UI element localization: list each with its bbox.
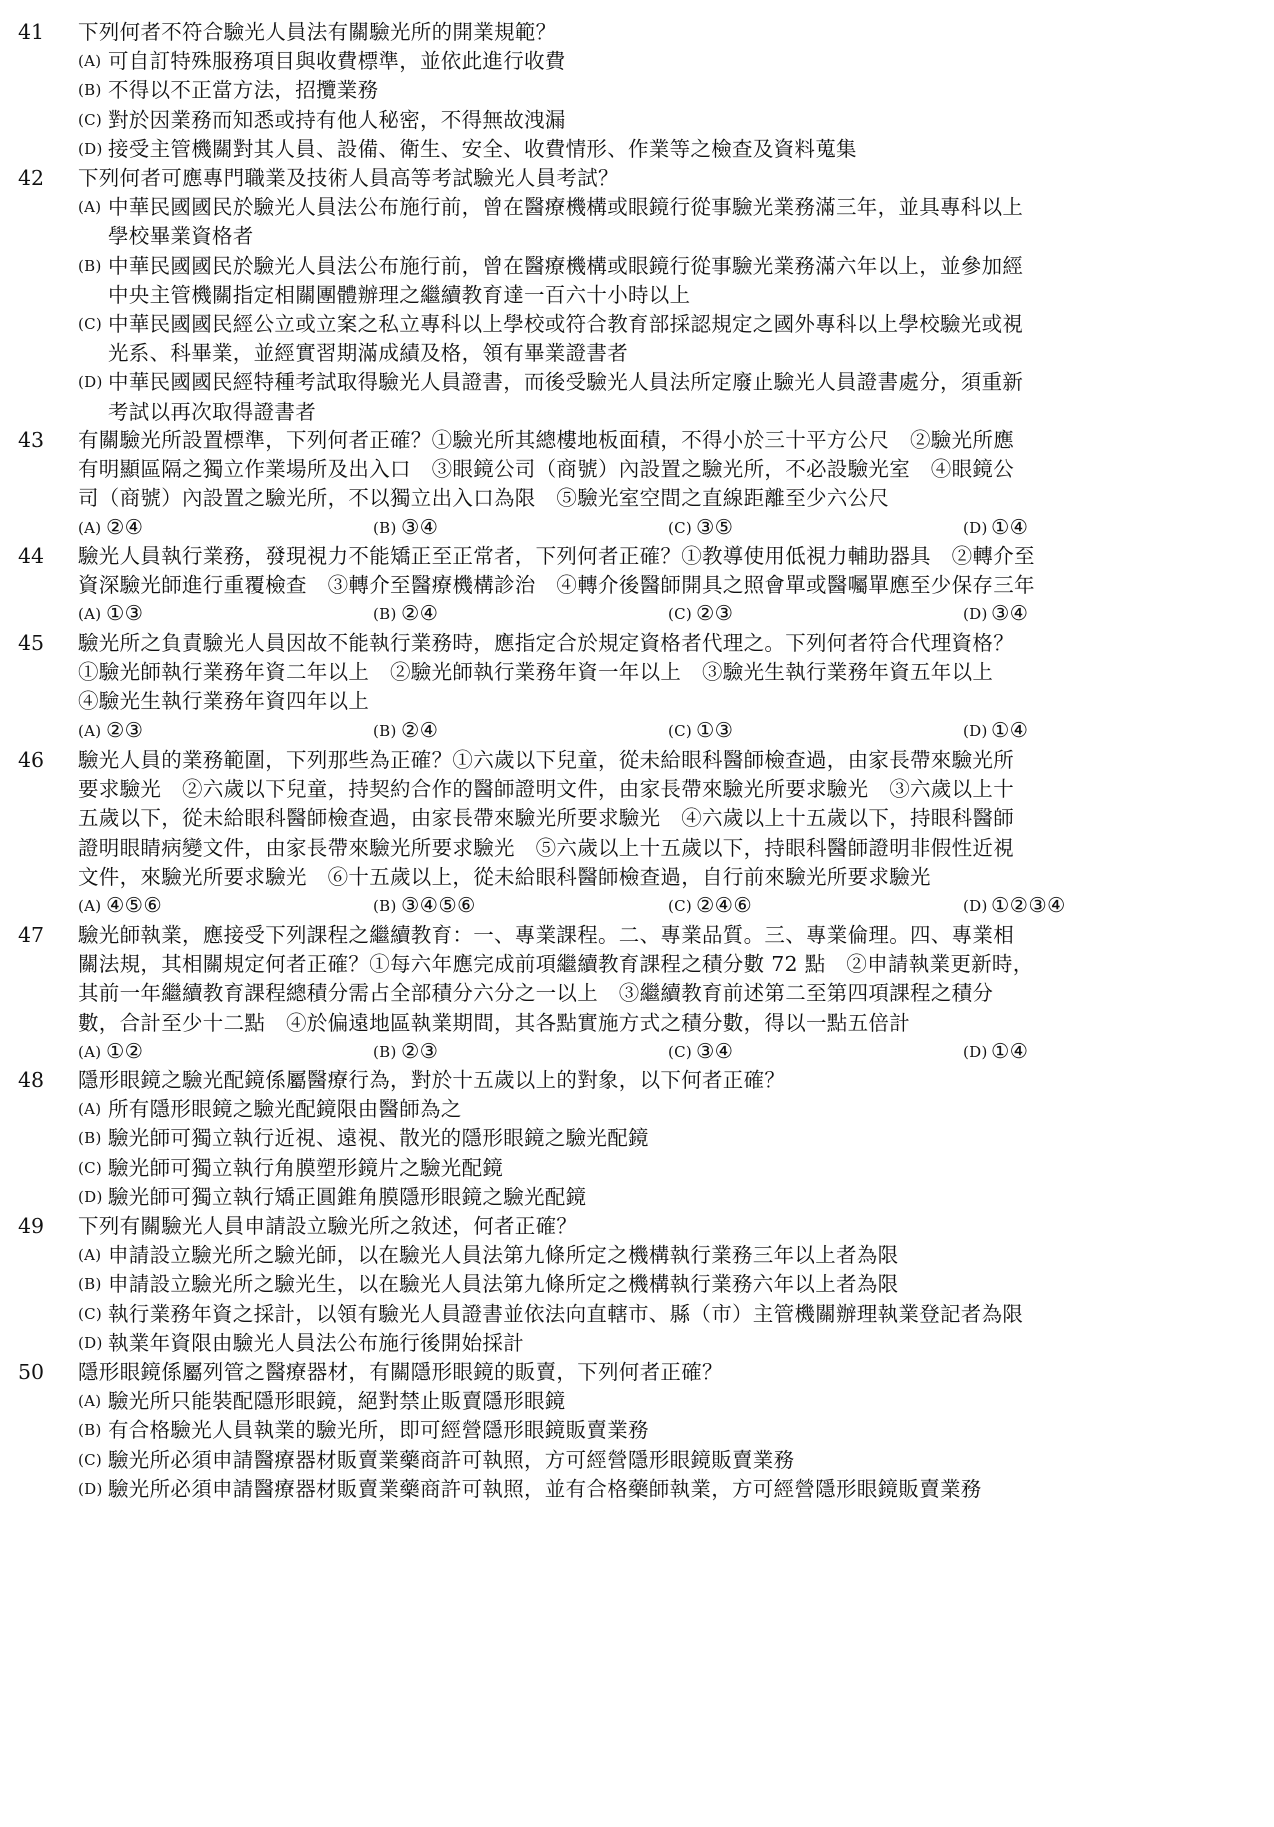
- option-b: (B) 驗光師可獨立執行近視、遠視、散光的隱形眼鏡之驗光配鏡: [78, 1126, 649, 1151]
- choice-b: (B) ②④: [373, 601, 439, 626]
- choice-a: (A) ①②: [78, 1038, 144, 1063]
- question-stem: 有關驗光所設置標準，下列何者正確？①驗光所其總樓地板面積，不得小於三十平方公尺 ②驗光所應 有明顯區隔之獨立作業場所及出入口 ③眼鏡公司（商號）內設置之驗光所，不必設驗光室 ④眼鏡公 司（商號）內設置之驗光所，不以獨立出入口為限 ⑤驗光室空間之直線距離至少六公尺 (A) ②④ (B) ③④ (C) ③⑤ (D) ①④: [78, 426, 1258, 541]
- choice-b: (B) ②③: [373, 1038, 439, 1063]
- option-d: (D) 中華民國國民經特種考試取得驗光人員證書，而後受驗光人員法所定廢止驗光人員證書處分，須重新 考試以再次取得證書者: [78, 370, 1024, 424]
- choice-c: (C) ①③: [668, 717, 734, 742]
- choice-d: (D) ③④: [963, 601, 1029, 626]
- choice-a: (A) ②③: [78, 717, 144, 742]
- question-stem: 下列何者可應專門職業及技術人員高等考試驗光人員考試？ (A) 中華民國國民於驗光人員法公布施行前，曾在醫療機構或眼鏡行從事驗光業務滿三年，並具專科以上 學校畢業資格者 (B) 中華民國國民於驗光人員法公布施行前，曾在醫療機構或眼鏡行從事驗光業務滿六年以上，並參加經 中央主管機關指定相關團體辦理之繼續教育達一百六十小時以上 (C) 中華民國國民經公立或立案之私立專科以上學校或符合教育部採認規定之國外專科以上學校驗光或視 光系、科畢業，並經實習期滿成績及格，領有畢業證書者 (D) 中華民國國民經特種考試取得驗光人員證書，而後受驗光人員法所定廢止驗光人員證書處分，須重新 考試以再次取得證書者: [78, 164, 1258, 427]
- option-a: (A) 申請設立驗光所之驗光師，以在驗光人員法第九條所定之機構執行業務三年以上者為限: [78, 1243, 899, 1268]
- option-a: (A) 所有隱形眼鏡之驗光配鏡限由醫師為之: [78, 1097, 462, 1122]
- question-number: 41: [18, 20, 45, 44]
- choice-a: (A) ④⑤⑥: [78, 893, 163, 918]
- question-number: 42: [18, 166, 45, 190]
- question-number: 49: [18, 1214, 45, 1238]
- question-number: 48: [18, 1068, 45, 1092]
- question-number: 45: [18, 631, 45, 655]
- option-d: (D) 接受主管機關對其人員、設備、衛生、安全、收費情形、作業等之檢查及資料蒐集: [78, 136, 857, 161]
- option-b: (B) 中華民國國民於驗光人員法公布施行前，曾在醫療機構或眼鏡行從事驗光業務滿六年以上，並參加經 中央主管機關指定相關團體辦理之繼續教育達一百六十小時以上: [78, 253, 1024, 307]
- question-stem: 隱形眼鏡之驗光配鏡係屬醫療行為，對於十五歲以上的對象，以下何者正確？ (A) 所有隱形眼鏡之驗光配鏡限由醫師為之 (B) 驗光師可獨立執行近視、遠視、散光的隱形眼鏡之驗光配鏡 (C) 驗光師可獨立執行角膜塑形鏡片之驗光配鏡 (D) 驗光師可獨立執行矯正圓錐角膜隱形眼鏡之驗光配鏡: [78, 1066, 1258, 1212]
- option-c: (C) 中華民國國民經公立或立案之私立專科以上學校或符合教育部採認規定之國外專科以上學校驗光或視 光系、科畢業，並經實習期滿成績及格，領有畢業證書者: [78, 312, 1024, 366]
- option-d: (D) 驗光師可獨立執行矯正圓錐角膜隱形眼鏡之驗光配鏡: [78, 1184, 587, 1209]
- choice-c: (C) ③④: [668, 1038, 734, 1063]
- choice-b: (B) ③④⑤⑥: [373, 893, 476, 918]
- option-a: (A) 中華民國國民於驗光人員法公布施行前，曾在醫療機構或眼鏡行從事驗光業務滿三年，並具專科以上 學校畢業資格者: [78, 195, 1024, 249]
- option-a: (A) 驗光所只能裝配隱形眼鏡，絕對禁止販賣隱形眼鏡: [78, 1389, 566, 1414]
- choice-c: (C) ②③: [668, 601, 734, 626]
- question-number: 47: [18, 923, 45, 947]
- question-stem: 驗光所之負責驗光人員因故不能執行業務時，應指定合於規定資格者代理之。下列何者符合代理資格？ ①驗光師執行業務年資二年以上 ②驗光師執行業務年資一年以上 ③驗光生執行業務年資五年以上 ④驗光生執行業務年資四年以上 (A) ②③ (B) ②④ (C) ①③ (D) ①④: [78, 629, 1258, 744]
- choice-row: [78, 600, 1258, 627]
- choice-a: (A) ②④: [78, 514, 144, 539]
- option-c: (C) 對於因業務而知悉或持有他人秘密，不得無故洩漏: [78, 107, 566, 132]
- option-a: (A) 可自訂特殊服務項目與收費標準，並依此進行收費: [78, 49, 566, 74]
- choice-row: [78, 892, 1258, 919]
- option-c: (C) 驗光師可獨立執行角膜塑形鏡片之驗光配鏡: [78, 1155, 504, 1180]
- option-d: (D) 執業年資限由驗光人員法公布施行後開始採計: [78, 1330, 524, 1355]
- option-b: (B) 不得以不正當方法，招攬業務: [78, 78, 379, 103]
- question-stem: 隱形眼鏡係屬列管之醫療器材，有關隱形眼鏡的販賣，下列何者正確？ (A) 驗光所只能裝配隱形眼鏡，絕對禁止販賣隱形眼鏡 (B) 有合格驗光人員執業的驗光所，即可經營隱形眼鏡販賣業務 (C) 驗光所必須申請醫療器材販賣業藥商許可執照，方可經營隱形眼鏡販賣業務 (D) 驗光所必須申請醫療器材販賣業藥商許可執照，並有合格藥師執業，方可經營隱形眼鏡販賣業務: [78, 1358, 1258, 1504]
- choice-c: (C) ③⑤: [668, 514, 734, 539]
- choice-d: (D) ①④: [963, 717, 1029, 742]
- question-stem: 驗光人員執行業務，發現視力不能矯正至正常者，下列何者正確？①教導使用低視力輔助器具 ②轉介至 資深驗光師進行重覆檢查 ③轉介至醫療機構診治 ④轉介後醫師開具之照會單或醫囑單應至少保存三年 (A) ①③ (B) ②④ (C) ②③ (D) ③④: [78, 542, 1258, 627]
- choice-b: (B) ②④: [373, 717, 439, 742]
- choice-row: [78, 514, 1258, 541]
- choice-a: (A) ①③: [78, 601, 144, 626]
- question-number: 50: [18, 1360, 45, 1384]
- choice-row: [78, 717, 1258, 744]
- choice-d: (D) ①②③④: [963, 893, 1066, 918]
- option-b: (B) 申請設立驗光所之驗光生，以在驗光人員法第九條所定之機構執行業務六年以上者為限: [78, 1272, 899, 1297]
- choice-d: (D) ①④: [963, 1038, 1029, 1063]
- option-c: (C) 執行業務年資之採計，以領有驗光人員證書並依法向直轄市、縣（市）主管機關辦理執業登記者為限: [78, 1301, 1024, 1326]
- choice-d: (D) ①④: [963, 514, 1029, 539]
- question-stem: 驗光人員的業務範圍，下列那些為正確？①六歲以下兒童，從未給眼科醫師檢查過，由家長帶來驗光所 要求驗光 ②六歲以下兒童，持契約合作的醫師證明文件，由家長帶來驗光所要求驗光 ③六歲以上十 五歲以下，從未給眼科醫師檢查過，由家長帶來驗光所要求驗光 ④六歲以上十五歲以下，持眼科醫師 證明眼睛病變文件，由家長帶來驗光所要求驗光 ⑤六歲以上十五歲以下，持眼科醫師證明非假性近視 文件，來驗光所要求驗光 ⑥十五歲以上，從未給眼科醫師檢查過，自行前來驗光所要求驗光 (A) ④⑤⑥ (B) ③④⑤⑥ (C) ②④⑥ (D) ①②③④: [78, 746, 1258, 919]
- option-d: (D) 驗光所必須申請醫療器材販賣業藥商許可執照，並有合格藥師執業，方可經營隱形眼鏡販賣業務: [78, 1476, 982, 1501]
- choice-row: [78, 1038, 1258, 1065]
- question-stem: 下列有關驗光人員申請設立驗光所之敘述，何者正確？ (A) 申請設立驗光所之驗光師，以在驗光人員法第九條所定之機構執行業務三年以上者為限 (B) 申請設立驗光所之驗光生，以在驗光人員法第九條所定之機構執行業務六年以上者為限 (C) 執行業務年資之採計，以領有驗光人員證書並依法向直轄市、縣（市）主管機關辦理執業登記者為限 (D) 執業年資限由驗光人員法公布施行後開始採計: [78, 1212, 1258, 1358]
- option-b: (B) 有合格驗光人員執業的驗光所，即可經營隱形眼鏡販賣業務: [78, 1418, 649, 1443]
- question-stem: 下列何者不符合驗光人員法有關驗光所的開業規範？ (A) 可自訂特殊服務項目與收費標準，並依此進行收費 (B) 不得以不正當方法，招攬業務 (C) 對於因業務而知悉或持有他人秘密，不得無故洩漏 (D) 接受主管機關對其人員、設備、衛生、安全、收費情形、作業等之檢查及資料蒐集: [78, 18, 1258, 164]
- choice-b: (B) ③④: [373, 514, 439, 539]
- question-number: 44: [18, 544, 45, 568]
- question-number: 46: [18, 748, 45, 772]
- question-number: 43: [18, 428, 45, 452]
- choice-c: (C) ②④⑥: [668, 893, 753, 918]
- option-c: (C) 驗光所必須申請醫療器材販賣業藥商許可執照，方可經營隱形眼鏡販賣業務: [78, 1447, 795, 1472]
- question-stem: 驗光師執業，應接受下列課程之繼續教育：一、專業課程。二、專業品質。三、專業倫理。四、專業相 關法規，其相關規定何者正確？①每六年應完成前項繼續教育課程之積分數 72 點 ②申請執業更新時， 其前一年繼續教育課程總積分需占全部積分六分之一以上 ③繼續教育前述第二至第四項課程之積分 數，合計至少十二點 ④於偏遠地區執業期間，其各點實施方式之積分數，得以一點五倍計 (A) ①② (B) ②③ (C) ③④ (D) ①④: [78, 921, 1258, 1065]
